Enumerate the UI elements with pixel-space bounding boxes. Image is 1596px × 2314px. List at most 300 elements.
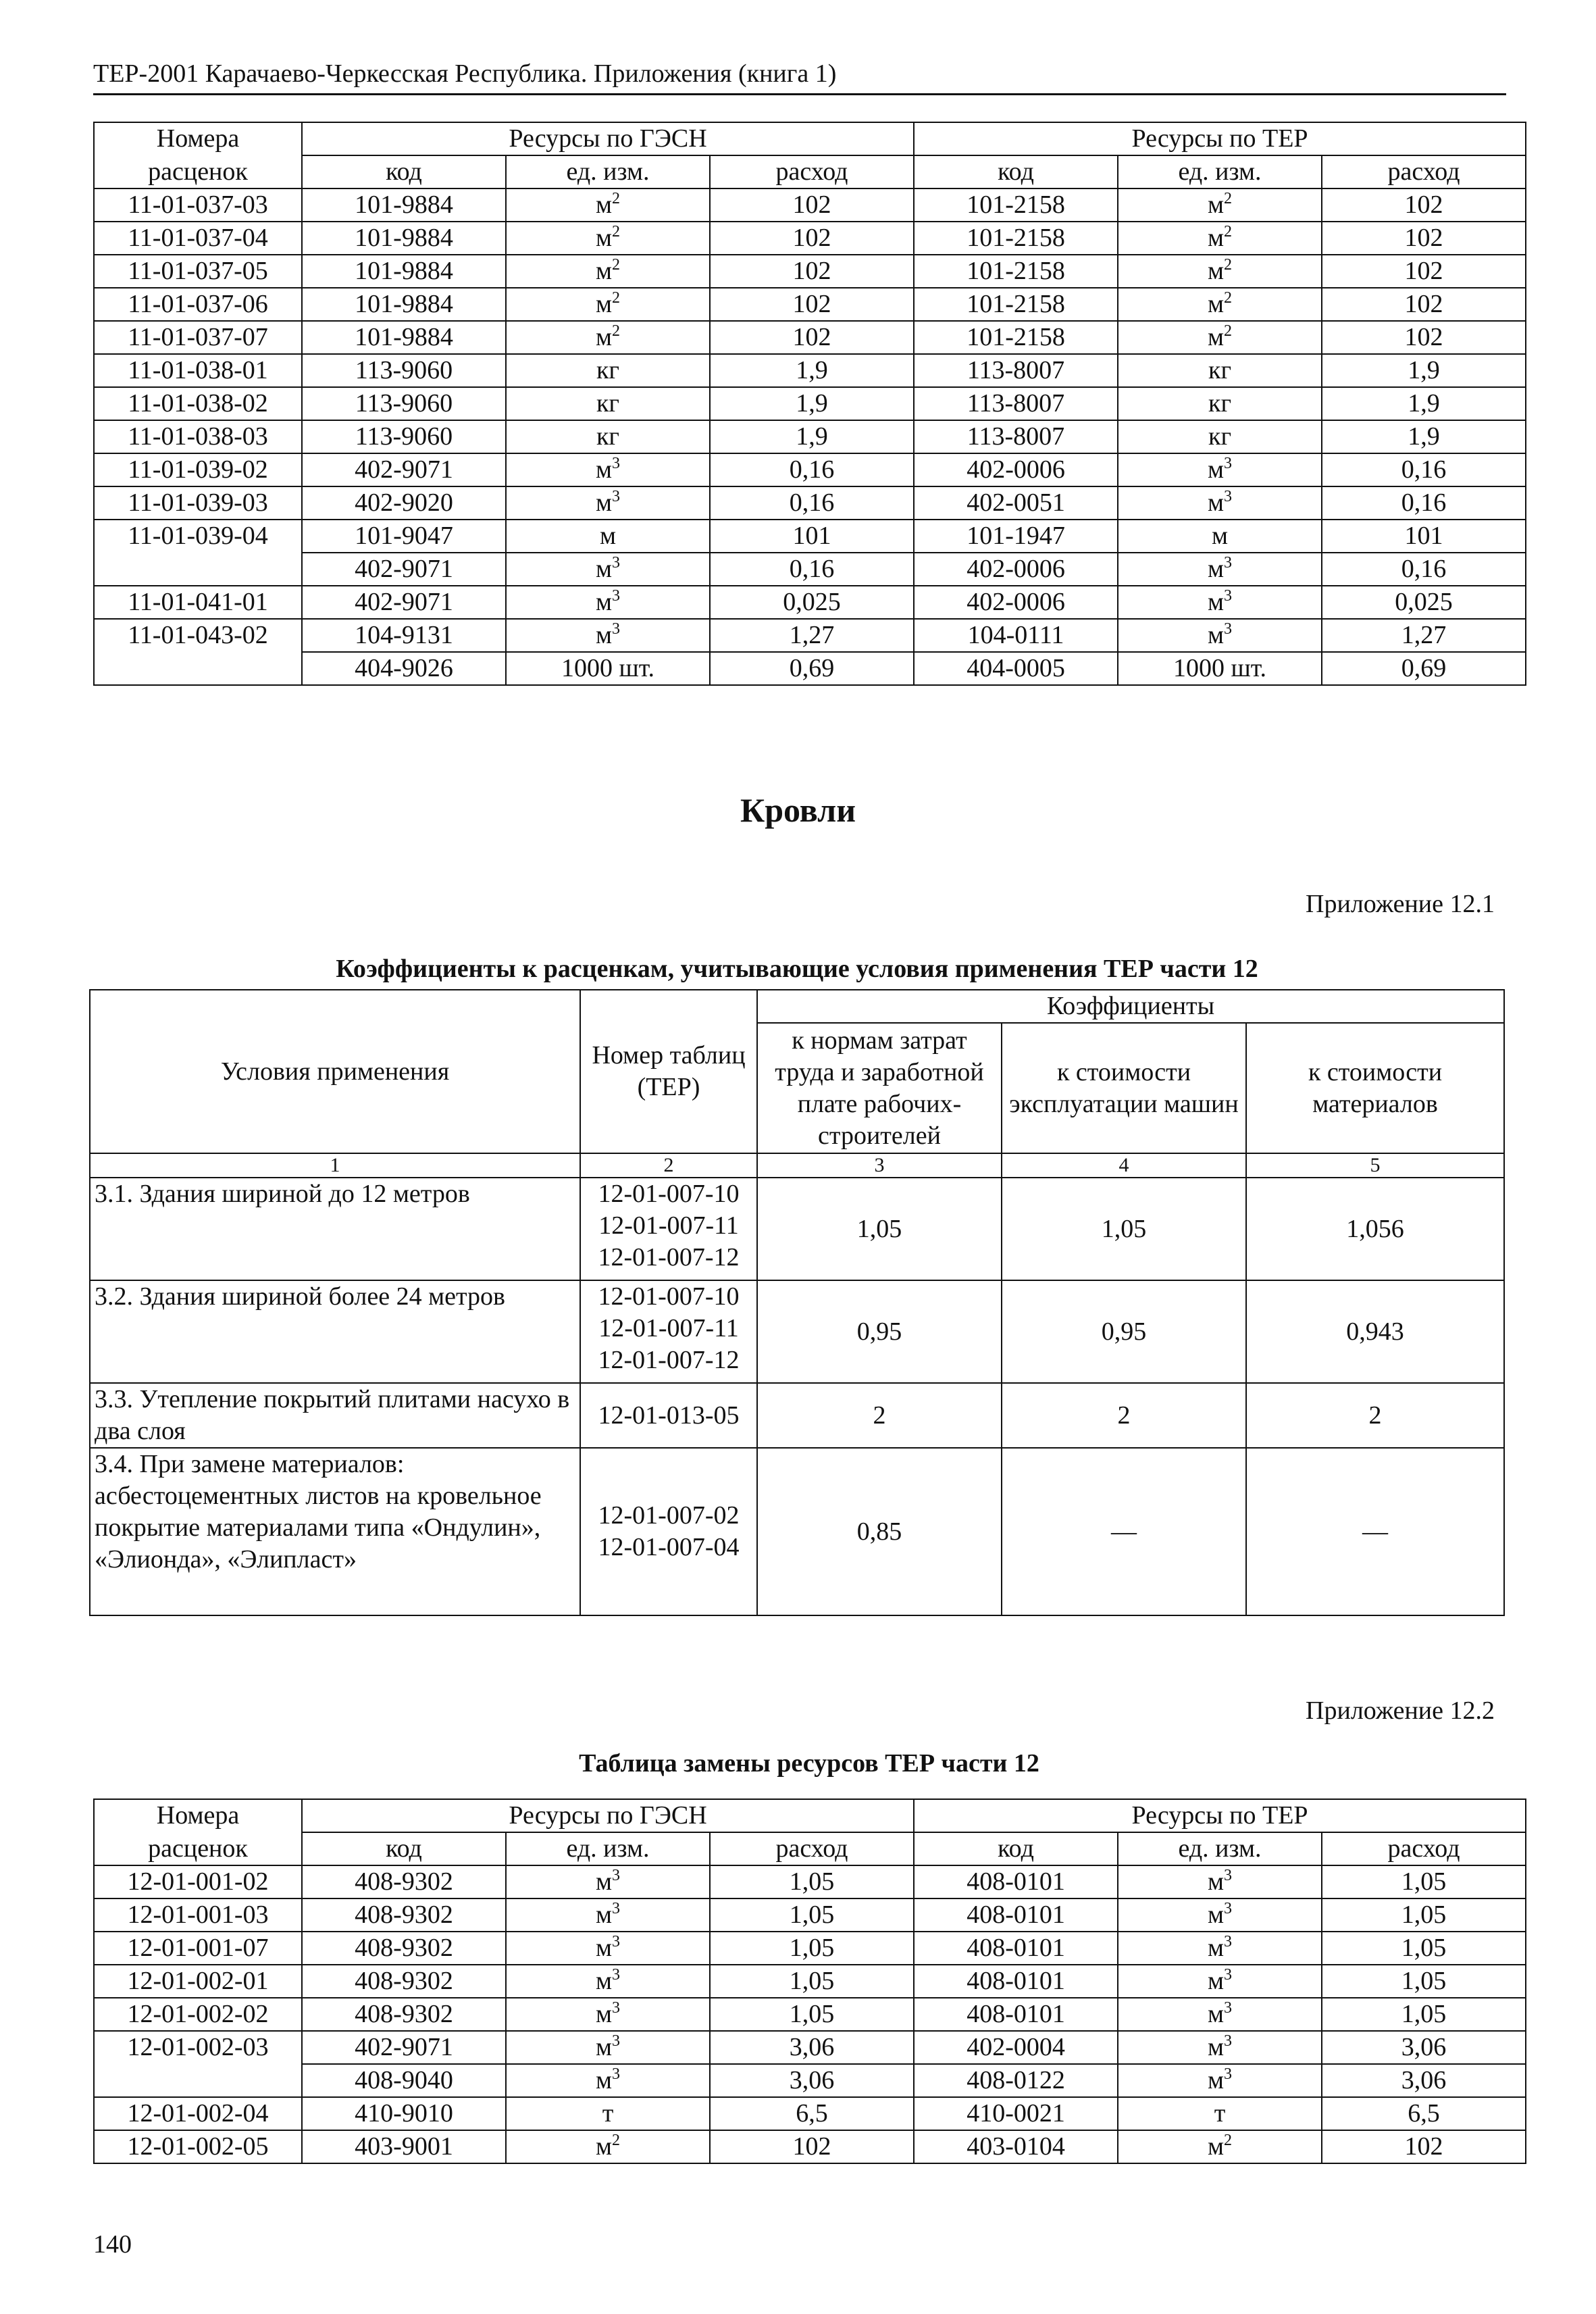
- table-row: [94, 188, 1526, 222]
- gesn-code-cell: 101-9884: [302, 255, 506, 288]
- gesn-unit-text: кг: [596, 356, 620, 384]
- header-gesn-code: код: [302, 1832, 506, 1865]
- ter-code-cell: 101-2158: [914, 188, 1118, 222]
- ter-unit-exponent: 3: [1224, 1999, 1233, 2017]
- ter-unit-cell: [1118, 619, 1322, 652]
- ter-unit-text: кг: [1208, 389, 1232, 418]
- coef-row: [90, 1383, 1504, 1448]
- ter-consumption-cell: 1,05: [1322, 1998, 1526, 2031]
- ter-code-cell: 408-0101: [914, 1932, 1118, 1965]
- gesn-code-cell: 113-9060: [302, 420, 506, 453]
- table-row: [94, 2064, 1526, 2097]
- ter-code-cell: 101-2158: [914, 222, 1118, 255]
- gesn-unit-cell: [506, 387, 710, 420]
- gesn-code-cell: 408-9302: [302, 1898, 506, 1932]
- ter-consumption-cell: 102: [1322, 321, 1526, 354]
- condition-cell: 3.2. Здания шириной более 24 метров: [90, 1280, 580, 1383]
- ter-unit-text: т: [1214, 2099, 1226, 2128]
- gesn-code-cell: 408-9302: [302, 1998, 506, 2031]
- ter-unit-text: кг: [1208, 356, 1232, 384]
- gesn-unit-cell: [506, 486, 710, 520]
- gesn-consumption-cell: 102: [710, 188, 914, 222]
- machines-coef-cell: —: [1002, 1448, 1246, 1615]
- ter-unit-cell: [1118, 420, 1322, 453]
- ter-unit-text: м: [1207, 488, 1225, 517]
- ter-code-cell: 113-8007: [914, 354, 1118, 387]
- ter-unit-cell: [1118, 1965, 1322, 1998]
- gesn-unit-text: м: [595, 488, 613, 517]
- table-row: [94, 1965, 1526, 1998]
- ter-unit-text: м: [1207, 1967, 1225, 1995]
- gesn-consumption-cell: 3,06: [710, 2031, 914, 2064]
- gesn-unit-cell: [506, 586, 710, 619]
- gesn-unit-text: м: [599, 522, 617, 550]
- table-row: [94, 652, 1526, 685]
- gesn-consumption-cell: 102: [710, 288, 914, 321]
- gesn-unit-cell: [506, 652, 710, 685]
- materials-coef-cell: —: [1246, 1448, 1504, 1615]
- ter-consumption-cell: 102: [1322, 222, 1526, 255]
- gesn-unit-cell: [506, 188, 710, 222]
- gesn-code-cell: 113-9060: [302, 387, 506, 420]
- gesn-unit-cell: [506, 553, 710, 586]
- header-gesn-consumption: расход: [710, 155, 914, 188]
- gesn-unit-cell: [506, 354, 710, 387]
- ter-unit-text: м: [1207, 257, 1225, 285]
- rate-number-cell: 12-01-002-04: [94, 2097, 302, 2130]
- table-row: [94, 553, 1526, 586]
- ter-unit-text: м: [1207, 455, 1225, 484]
- header-labor: к нормам затрат труда и заработной плате рабочих-строителей: [757, 1023, 1002, 1153]
- condition-cell: 3.4. При замене материалов: асбестоцементных листов на кровельное покрытие материалами типа «Ондулин», «Элионда», «Элипласт»: [90, 1448, 580, 1615]
- gesn-unit-cell: [506, 1998, 710, 2031]
- header-ter-code: код: [914, 1832, 1118, 1865]
- gesn-code-cell: 408-9302: [302, 1865, 506, 1898]
- header-ter-consumption: расход: [1322, 155, 1526, 188]
- ter-unit-exponent: 3: [1224, 554, 1233, 572]
- gesn-unit-text: м: [595, 224, 613, 252]
- ter-consumption-cell: 0,16: [1322, 486, 1526, 520]
- table-row: [94, 520, 1526, 553]
- ter-consumption-cell: 0,16: [1322, 553, 1526, 586]
- appendix-12-1-label: Приложение 12.1: [1306, 890, 1495, 918]
- labor-coef-cell: 0,85: [757, 1448, 1002, 1615]
- rate-number-cell: 11-01-043-02: [94, 619, 302, 652]
- table-numbers-cell: [580, 1383, 757, 1448]
- gesn-unit-text: м: [595, 2066, 613, 2094]
- table-row: [94, 420, 1526, 453]
- gesn-unit-text: м: [595, 555, 613, 583]
- ter-consumption-cell: 1,05: [1322, 1965, 1526, 1998]
- gesn-unit-exponent: 2: [612, 322, 621, 340]
- rate-number-cell: 11-01-037-07: [94, 321, 302, 354]
- ter-consumption-cell: 102: [1322, 2130, 1526, 2163]
- ter-unit-cell: [1118, 1898, 1322, 1932]
- rate-number-cell: 11-01-039-04: [94, 520, 302, 553]
- coef-row: [90, 1280, 1504, 1383]
- table-row: [94, 2031, 1526, 2064]
- gesn-unit-cell: [506, 321, 710, 354]
- header-materials: к стоимости материалов: [1246, 1023, 1504, 1153]
- gesn-unit-cell: [506, 1865, 710, 1898]
- machines-coef-cell: 0,95: [1002, 1280, 1246, 1383]
- gesn-unit-text: м: [595, 2132, 613, 2161]
- table-number: 12-01-007-04: [598, 1533, 740, 1561]
- gesn-code-cell: 402-9071: [302, 553, 506, 586]
- gesn-code-cell: 402-9071: [302, 453, 506, 486]
- ter-unit-exponent: 3: [1224, 1966, 1233, 1984]
- labor-coef-cell: 1,05: [757, 1178, 1002, 1280]
- rate-number-cell: 11-01-037-04: [94, 222, 302, 255]
- gesn-consumption-cell: 1,05: [710, 1932, 914, 1965]
- ter-code-cell: 404-0005: [914, 652, 1118, 685]
- table-numbers-cell: [580, 1178, 757, 1280]
- col-number: 5: [1246, 1153, 1504, 1178]
- header-ter: Ресурсы по ТЕР: [914, 122, 1526, 155]
- col-number: 1: [90, 1153, 580, 1178]
- ter-code-cell: 101-2158: [914, 255, 1118, 288]
- gesn-unit-exponent: 3: [612, 2032, 621, 2050]
- ter-unit-exponent: 2: [1224, 190, 1233, 207]
- ter-unit-cell: [1118, 354, 1322, 387]
- rate-number-cell: 12-01-001-07: [94, 1932, 302, 1965]
- materials-coef-cell: 2: [1246, 1383, 1504, 1448]
- ter-consumption-cell: 0,69: [1322, 652, 1526, 685]
- ter-unit-cell: [1118, 387, 1322, 420]
- table-row: [94, 486, 1526, 520]
- ter-consumption-cell: 102: [1322, 188, 1526, 222]
- gesn-consumption-cell: 1,9: [710, 420, 914, 453]
- ter-code-cell: 408-0122: [914, 2064, 1118, 2097]
- gesn-consumption-cell: 0,16: [710, 486, 914, 520]
- gesn-code-cell: 408-9302: [302, 1932, 506, 1965]
- gesn-consumption-cell: 1,05: [710, 1965, 914, 1998]
- rate-number-cell: 12-01-002-03: [94, 2031, 302, 2064]
- table-row: [94, 2130, 1526, 2163]
- table-row: [94, 2097, 1526, 2130]
- rate-number-cell: 11-01-039-03: [94, 486, 302, 520]
- ter-unit-text: м: [1207, 555, 1225, 583]
- coef-table-caption: Коэффициенты к расценкам, учитывающие условия применения ТЕР части 12: [336, 955, 1258, 983]
- ter-unit-exponent: 3: [1224, 587, 1233, 605]
- ter-unit-text: м: [1207, 1901, 1225, 1929]
- gesn-unit-text: м: [595, 621, 613, 649]
- gesn-unit-text: м: [595, 1967, 613, 1995]
- gesn-consumption-cell: 1,9: [710, 354, 914, 387]
- header-gesn-consumption: расход: [710, 1832, 914, 1865]
- gesn-consumption-cell: 102: [710, 222, 914, 255]
- machines-coef-cell: 1,05: [1002, 1178, 1246, 1280]
- gesn-unit-cell: [506, 2097, 710, 2130]
- header-rate-number: Номера: [94, 122, 302, 155]
- page-header: ТЕР-2001 Карачаево-Черкесская Республика. Приложения (книга 1): [93, 57, 1506, 95]
- gesn-code-cell: 104-9131: [302, 619, 506, 652]
- table-row: [94, 1898, 1526, 1932]
- ter-unit-exponent: 3: [1224, 2065, 1233, 2083]
- gesn-unit-exponent: 3: [612, 2065, 621, 2083]
- gesn-unit-text: 1000 шт.: [561, 654, 654, 682]
- table-row: [94, 619, 1526, 652]
- ter-unit-text: м: [1211, 522, 1229, 550]
- ter-code-cell: 101-1947: [914, 520, 1118, 553]
- gesn-unit-cell: [506, 1932, 710, 1965]
- gesn-unit-exponent: 3: [612, 455, 621, 472]
- ter-code-cell: 403-0104: [914, 2130, 1118, 2163]
- table-number: 12-01-007-11: [598, 1314, 739, 1342]
- table-row: [94, 1932, 1526, 1965]
- ter-unit-exponent: 2: [1224, 322, 1233, 340]
- materials-coef-cell: 1,056: [1246, 1178, 1504, 1280]
- machines-coef-cell: 2: [1002, 1383, 1246, 1448]
- gesn-code-cell: 101-9047: [302, 520, 506, 553]
- gesn-unit-text: м: [595, 1934, 613, 1962]
- ter-unit-text: м: [1207, 588, 1225, 616]
- ter-code-cell: 101-2158: [914, 321, 1118, 354]
- gesn-unit-cell: [506, 1898, 710, 1932]
- ter-unit-text: м: [1207, 2033, 1225, 2061]
- ter-unit-text: м: [1207, 191, 1225, 219]
- header-ter-unit: ед. изм.: [1118, 1832, 1322, 1865]
- table-number: 12-01-013-05: [598, 1401, 740, 1430]
- gesn-unit-text: м: [595, 191, 613, 219]
- ter-unit-text: м: [1207, 224, 1225, 252]
- gesn-code-cell: 402-9020: [302, 486, 506, 520]
- gesn-unit-text: м: [595, 290, 613, 318]
- gesn-code-cell: 403-9001: [302, 2130, 506, 2163]
- rate-number-cell: [94, 2064, 302, 2097]
- table-row: [94, 222, 1526, 255]
- ter-code-cell: 101-2158: [914, 288, 1118, 321]
- ter-consumption-cell: 1,9: [1322, 354, 1526, 387]
- header-gesn-unit: ед. изм.: [506, 1832, 710, 1865]
- ter-unit-cell: [1118, 188, 1322, 222]
- table-number: 12-01-007-11: [598, 1211, 739, 1240]
- gesn-unit-exponent: 2: [612, 223, 621, 241]
- rate-number-cell: 11-01-039-02: [94, 453, 302, 486]
- gesn-unit-cell: [506, 2031, 710, 2064]
- ter-unit-cell: [1118, 453, 1322, 486]
- ter-consumption-cell: 1,05: [1322, 1898, 1526, 1932]
- ter-unit-cell: [1118, 2097, 1322, 2130]
- rate-number-cell: [94, 553, 302, 586]
- col-number: 2: [580, 1153, 757, 1178]
- ter-unit-text: м: [1207, 1867, 1225, 1896]
- gesn-unit-exponent: 2: [612, 256, 621, 274]
- table-numbers-cell: [580, 1448, 757, 1615]
- gesn-unit-cell: [506, 453, 710, 486]
- gesn-code-cell: 101-9884: [302, 188, 506, 222]
- gesn-consumption-cell: 1,05: [710, 1865, 914, 1898]
- ter-unit-text: кг: [1208, 422, 1232, 451]
- gesn-unit-text: м: [595, 257, 613, 285]
- header-machines: к стоимости эксплуатации машин: [1002, 1023, 1246, 1153]
- ter-consumption-cell: 101: [1322, 520, 1526, 553]
- ter-unit-cell: [1118, 486, 1322, 520]
- gesn-consumption-cell: 0,69: [710, 652, 914, 685]
- rate-number-cell: 11-01-037-03: [94, 188, 302, 222]
- ter-unit-exponent: 2: [1224, 2132, 1233, 2149]
- rate-number-cell: 11-01-037-06: [94, 288, 302, 321]
- ter-unit-exponent: 3: [1224, 1867, 1233, 1884]
- gesn-consumption-cell: 1,05: [710, 1898, 914, 1932]
- table-number: 12-01-007-12: [598, 1243, 740, 1272]
- gesn-code-cell: 101-9884: [302, 222, 506, 255]
- ter-unit-cell: [1118, 1998, 1322, 2031]
- gesn-unit-exponent: 2: [612, 289, 621, 307]
- gesn-unit-cell: [506, 288, 710, 321]
- ter-code-cell: 402-0051: [914, 486, 1118, 520]
- table-row: [94, 288, 1526, 321]
- ter-unit-text: м: [1207, 2066, 1225, 2094]
- ter-code-cell: 104-0111: [914, 619, 1118, 652]
- gesn-unit-exponent: 3: [612, 620, 621, 638]
- gesn-code-cell: 113-9060: [302, 354, 506, 387]
- gesn-consumption-cell: 1,05: [710, 1998, 914, 2031]
- ter-code-cell: 410-0021: [914, 2097, 1118, 2130]
- col-number: 4: [1002, 1153, 1246, 1178]
- ter-unit-text: м: [1207, 323, 1225, 351]
- ter-consumption-cell: 1,05: [1322, 1865, 1526, 1898]
- gesn-unit-exponent: 3: [612, 1999, 621, 2017]
- gesn-unit-exponent: 3: [612, 1900, 621, 1917]
- gesn-unit-cell: [506, 2130, 710, 2163]
- gesn-unit-exponent: 3: [612, 554, 621, 572]
- header-gesn: Ресурсы по ГЭСН: [302, 1799, 914, 1832]
- gesn-consumption-cell: 6,5: [710, 2097, 914, 2130]
- gesn-unit-cell: [506, 420, 710, 453]
- header-ter-code: код: [914, 155, 1118, 188]
- ter-code-cell: 408-0101: [914, 1865, 1118, 1898]
- appendix-12-2-label: Приложение 12.2: [1306, 1696, 1495, 1725]
- table-row: [94, 354, 1526, 387]
- header-gesn: Ресурсы по ГЭСН: [302, 122, 914, 155]
- gesn-consumption-cell: 101: [710, 520, 914, 553]
- ter-code-cell: 402-0006: [914, 553, 1118, 586]
- gesn-unit-text: м: [595, 1901, 613, 1929]
- header-ter: Ресурсы по ТЕР: [914, 1799, 1526, 1832]
- ter-unit-cell: [1118, 321, 1322, 354]
- table-row: [94, 586, 1526, 619]
- ter-unit-cell: [1118, 1932, 1322, 1965]
- rate-number-cell: [94, 652, 302, 685]
- gesn-consumption-cell: 1,9: [710, 387, 914, 420]
- ter-consumption-cell: 0,025: [1322, 586, 1526, 619]
- gesn-consumption-cell: 102: [710, 321, 914, 354]
- table-row: [94, 1998, 1526, 2031]
- header-conditions: Условия применения: [90, 990, 580, 1153]
- gesn-code-cell: 101-9884: [302, 288, 506, 321]
- ter-unit-text: м: [1207, 1934, 1225, 1962]
- ter-consumption-cell: 1,9: [1322, 387, 1526, 420]
- rate-number-cell: 11-01-037-05: [94, 255, 302, 288]
- gesn-code-cell: 410-9010: [302, 2097, 506, 2130]
- page-number: 140: [93, 2230, 132, 2259]
- gesn-unit-cell: [506, 222, 710, 255]
- gesn-unit-text: м: [595, 588, 613, 616]
- ter-code-cell: 402-0006: [914, 586, 1118, 619]
- gesn-code-cell: 402-9071: [302, 586, 506, 619]
- ter-unit-text: 1000 шт.: [1173, 654, 1267, 682]
- rate-number-cell: 11-01-041-01: [94, 586, 302, 619]
- ter-code-cell: 408-0101: [914, 1898, 1118, 1932]
- rate-number-cell: 12-01-002-05: [94, 2130, 302, 2163]
- ter-consumption-cell: 1,05: [1322, 1932, 1526, 1965]
- rate-number-cell: 12-01-001-02: [94, 1865, 302, 1898]
- header-ter-consumption: расход: [1322, 1832, 1526, 1865]
- ter-code-cell: 113-8007: [914, 387, 1118, 420]
- gesn-code-cell: 402-9071: [302, 2031, 506, 2064]
- gesn-unit-text: м: [595, 455, 613, 484]
- ter-consumption-cell: 102: [1322, 288, 1526, 321]
- ter-consumption-cell: 3,06: [1322, 2064, 1526, 2097]
- gesn-code-cell: 408-9040: [302, 2064, 506, 2097]
- rate-number-cell: 12-01-002-01: [94, 1965, 302, 1998]
- gesn-unit-text: м: [595, 2033, 613, 2061]
- gesn-consumption-cell: 0,16: [710, 553, 914, 586]
- ter-unit-exponent: 3: [1224, 1900, 1233, 1917]
- ter-code-cell: 402-0006: [914, 453, 1118, 486]
- rate-number-cell: 11-01-038-03: [94, 420, 302, 453]
- section-title: Кровли: [740, 791, 856, 829]
- rate-number-cell: 11-01-038-01: [94, 354, 302, 387]
- gesn-consumption-cell: 0,025: [710, 586, 914, 619]
- rate-number-cell: 12-01-001-03: [94, 1898, 302, 1932]
- table-number: 12-01-007-02: [598, 1501, 740, 1530]
- ter-unit-cell: [1118, 652, 1322, 685]
- resource-table-part-12: [93, 1799, 1526, 2164]
- table-row: [94, 387, 1526, 420]
- gesn-consumption-cell: 0,16: [710, 453, 914, 486]
- ter-unit-exponent: 3: [1224, 620, 1233, 638]
- gesn-unit-text: кг: [596, 422, 620, 451]
- rate-number-cell: 12-01-002-02: [94, 1998, 302, 2031]
- ter-code-cell: 408-0101: [914, 1998, 1118, 2031]
- gesn-unit-cell: [506, 2064, 710, 2097]
- gesn-unit-exponent: 3: [612, 587, 621, 605]
- labor-coef-cell: 2: [757, 1383, 1002, 1448]
- ter-code-cell: 402-0004: [914, 2031, 1118, 2064]
- table-numbers-cell: [580, 1280, 757, 1383]
- ter-unit-exponent: 3: [1224, 2032, 1233, 2050]
- ter-unit-exponent: 3: [1224, 455, 1233, 472]
- ter-unit-text: м: [1207, 2132, 1225, 2161]
- ter-unit-cell: [1118, 1865, 1322, 1898]
- ter-unit-cell: [1118, 2031, 1322, 2064]
- header-ter-unit: ед. изм.: [1118, 155, 1322, 188]
- ter-code-cell: 113-8007: [914, 420, 1118, 453]
- gesn-consumption-cell: 102: [710, 255, 914, 288]
- table-number: 12-01-007-10: [598, 1282, 740, 1311]
- ter-unit-cell: [1118, 520, 1322, 553]
- ter-unit-exponent: 3: [1224, 488, 1233, 505]
- table-row: [94, 453, 1526, 486]
- ter-unit-text: м: [1207, 2000, 1225, 2028]
- ter-unit-cell: [1118, 553, 1322, 586]
- ter-unit-cell: [1118, 255, 1322, 288]
- gesn-unit-text: м: [595, 323, 613, 351]
- gesn-unit-exponent: 2: [612, 2132, 621, 2149]
- table-row: [94, 255, 1526, 288]
- gesn-unit-exponent: 3: [612, 1966, 621, 1984]
- ter-unit-cell: [1118, 2130, 1322, 2163]
- table2-caption: Таблица замены ресурсов ТЕР части 12: [579, 1749, 1039, 1778]
- ter-unit-exponent: 3: [1224, 1933, 1233, 1951]
- gesn-unit-text: м: [595, 2000, 613, 2028]
- ter-consumption-cell: 1,27: [1322, 619, 1526, 652]
- gesn-code-cell: 404-9026: [302, 652, 506, 685]
- table-row: [94, 321, 1526, 354]
- ter-unit-cell: [1118, 586, 1322, 619]
